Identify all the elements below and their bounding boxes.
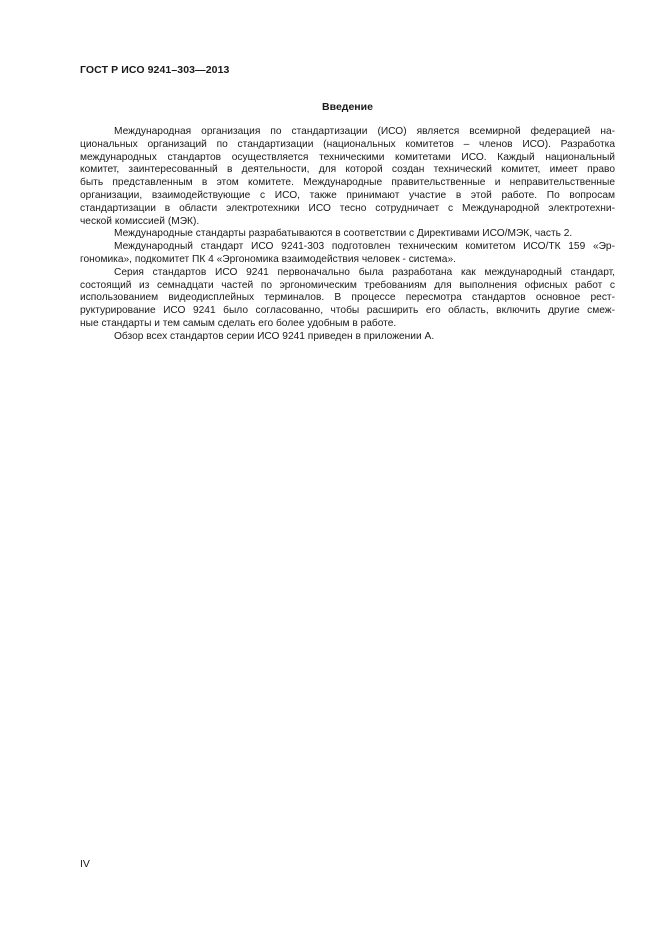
text-line: Международные стандарты разрабатываются в соответствии с Директивами ИСО/МЭК, часть 2.	[114, 228, 573, 240]
text-line: состоящий из семнадцати частей по эргономическим требованиям для выполнения офисных работ с	[80, 279, 615, 291]
section-title: Введение	[322, 101, 373, 113]
paragraph-1	[80, 126, 615, 228]
text-line: Серия стандартов ИСО 9241 первоначально была разработана как международный стандарт,	[114, 266, 615, 278]
text-line: использованием видеодисплейных терминалов. В процессе пересмотра стандартов основное рест-	[80, 292, 615, 304]
text-line: ческой комиссией (МЭК).	[80, 215, 200, 227]
text-line: гономика», подкомитет ПК 4 «Эргономика взаимодействия человек - система».	[80, 253, 456, 265]
text-line: стандартизации в области электротехники ИСО тесно сотрудничает с Международной электротехни-	[80, 202, 615, 214]
text-line: Обзор всех стандартов серии ИСО 9241 приведен в приложении А.	[114, 330, 435, 342]
paragraph-4	[80, 267, 615, 331]
text-line: Международный стандарт ИСО 9241-303 подготовлен техническим комитетом ИСО/ТК 159 «Эр-	[114, 241, 615, 253]
page-number: IV	[80, 858, 90, 870]
text-line: циональных организаций по стандартизации (национальных комитетов – членов ИСО). Разработка	[80, 138, 615, 150]
paragraph-2	[80, 228, 615, 241]
paragraph-5	[80, 331, 615, 344]
section-title-container	[0, 101, 661, 113]
text-line: комитет, заинтересованный в деятельности, для которой создан технический комитет, имеет право	[80, 164, 615, 176]
paragraph-3	[80, 241, 615, 267]
document-header: ГОСТ Р ИСО 9241–303—2013	[80, 64, 230, 76]
text-line: быть представленным в этом комитете. Международные правительственные и неправительственные	[80, 177, 615, 189]
text-line: Международная организация по стандартизации (ИСО) является всемирной федерацией на-	[114, 126, 615, 137]
document-body	[80, 126, 615, 344]
text-line: руктурирование ИСО 9241 было согласованно, чтобы расширить его область, включить другие смеж-	[80, 305, 615, 317]
text-line: ные стандарты и тем самым сделать его более удобным в работе.	[80, 317, 397, 329]
text-line: организации, взаимодействующие с ИСО, также принимают участие в этой работе. По вопросам	[80, 189, 615, 201]
text-line: международных стандартов осуществляется техническими комитетами ИСО. Каждый национальный	[80, 151, 615, 163]
